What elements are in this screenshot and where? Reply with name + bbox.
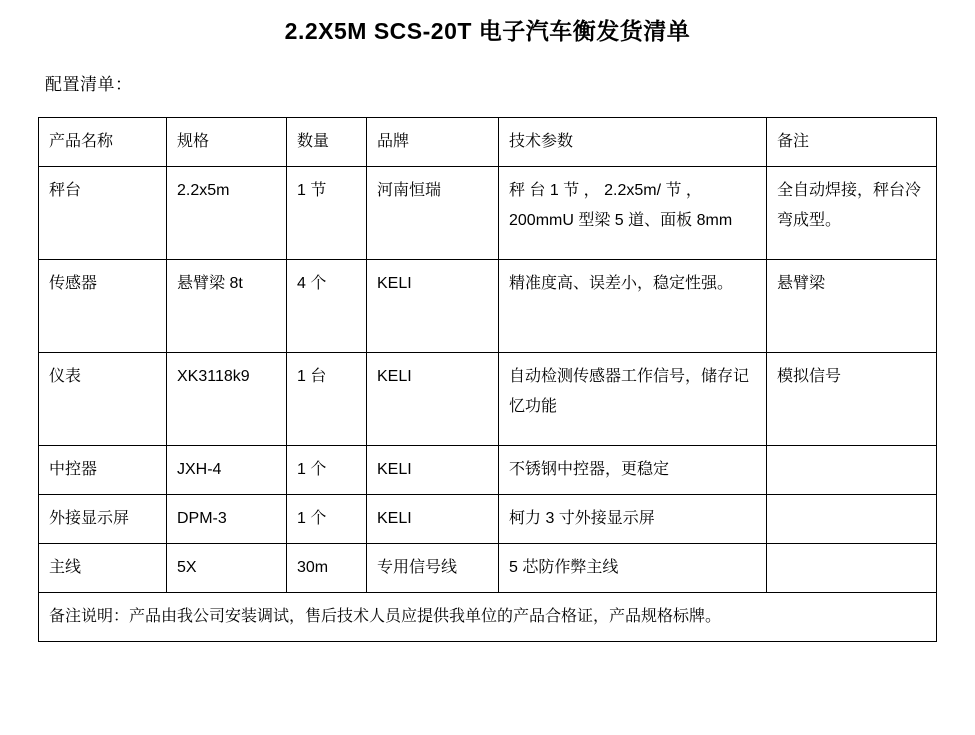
table-row	[39, 495, 937, 544]
cell-parameters: 柯力 3 寸外接显示屏	[499, 495, 767, 544]
column-header-remark: 备注	[767, 118, 937, 167]
cell-product-name: 外接显示屏	[39, 495, 167, 544]
cell-remark: 悬臂梁	[767, 260, 937, 353]
cell-quantity: 4 个	[287, 260, 367, 353]
cell-product-name: 秤台	[39, 167, 167, 260]
cell-brand: KELI	[367, 260, 499, 353]
column-header-product-name: 产品名称	[39, 118, 167, 167]
table-row	[39, 167, 937, 260]
table-row	[39, 544, 937, 593]
cell-remark	[767, 446, 937, 495]
cell-spec: 5X	[167, 544, 287, 593]
column-header-quantity: 数量	[287, 118, 367, 167]
cell-quantity: 1 台	[287, 353, 367, 446]
cell-spec: DPM-3	[167, 495, 287, 544]
table-header-row	[39, 118, 937, 167]
cell-footer-note: 备注说明：产品由我公司安装调试，售后技术人员应提供我单位的产品合格证，产品规格标牌。	[39, 593, 937, 642]
page-title: 2.2X5M SCS-20T 电子汽车衡发货清单	[284, 18, 691, 44]
cell-remark: 模拟信号	[767, 353, 937, 446]
cell-brand: KELI	[367, 495, 499, 544]
table-row	[39, 353, 937, 446]
cell-spec: 悬臂梁 8t	[167, 260, 287, 353]
cell-parameters: 精准度高、误差小，稳定性强。	[499, 260, 767, 353]
table-footer-row	[39, 593, 937, 642]
cell-remark	[767, 495, 937, 544]
cell-quantity: 1 个	[287, 446, 367, 495]
cell-remark: 全自动焊接，秤台冷弯成型。	[767, 167, 937, 260]
cell-remark	[767, 544, 937, 593]
column-header-parameters: 技术参数	[499, 118, 767, 167]
cell-brand: 河南恒瑞	[367, 167, 499, 260]
cell-parameters: 自动检测传感器工作信号，储存记忆功能	[499, 353, 767, 446]
cell-brand: 专用信号线	[367, 544, 499, 593]
cell-quantity: 1 节	[287, 167, 367, 260]
table-row	[39, 446, 937, 495]
spec-table	[38, 117, 937, 642]
column-header-spec: 规格	[167, 118, 287, 167]
cell-parameters: 5 芯防作弊主线	[499, 544, 767, 593]
config-list-label: 配置清单：	[45, 75, 133, 94]
cell-brand: KELI	[367, 446, 499, 495]
cell-brand: KELI	[367, 353, 499, 446]
cell-product-name: 中控器	[39, 446, 167, 495]
cell-quantity: 1 个	[287, 495, 367, 544]
cell-spec: JXH-4	[167, 446, 287, 495]
cell-quantity: 30m	[287, 544, 367, 593]
cell-parameters: 秤 台 1 节 ， 2.2x5m/ 节 ，200mmU 型梁 5 道、面板 8mm	[499, 167, 767, 260]
cell-spec: 2.2x5m	[167, 167, 287, 260]
cell-product-name: 主线	[39, 544, 167, 593]
cell-product-name: 传感器	[39, 260, 167, 353]
column-header-brand: 品牌	[367, 118, 499, 167]
cell-product-name: 仪表	[39, 353, 167, 446]
spec-table-container	[38, 117, 937, 642]
cell-spec: XK3118k9	[167, 353, 287, 446]
table-row	[39, 260, 937, 353]
document-page	[0, 14, 975, 735]
cell-parameters: 不锈钢中控器，更稳定	[499, 446, 767, 495]
